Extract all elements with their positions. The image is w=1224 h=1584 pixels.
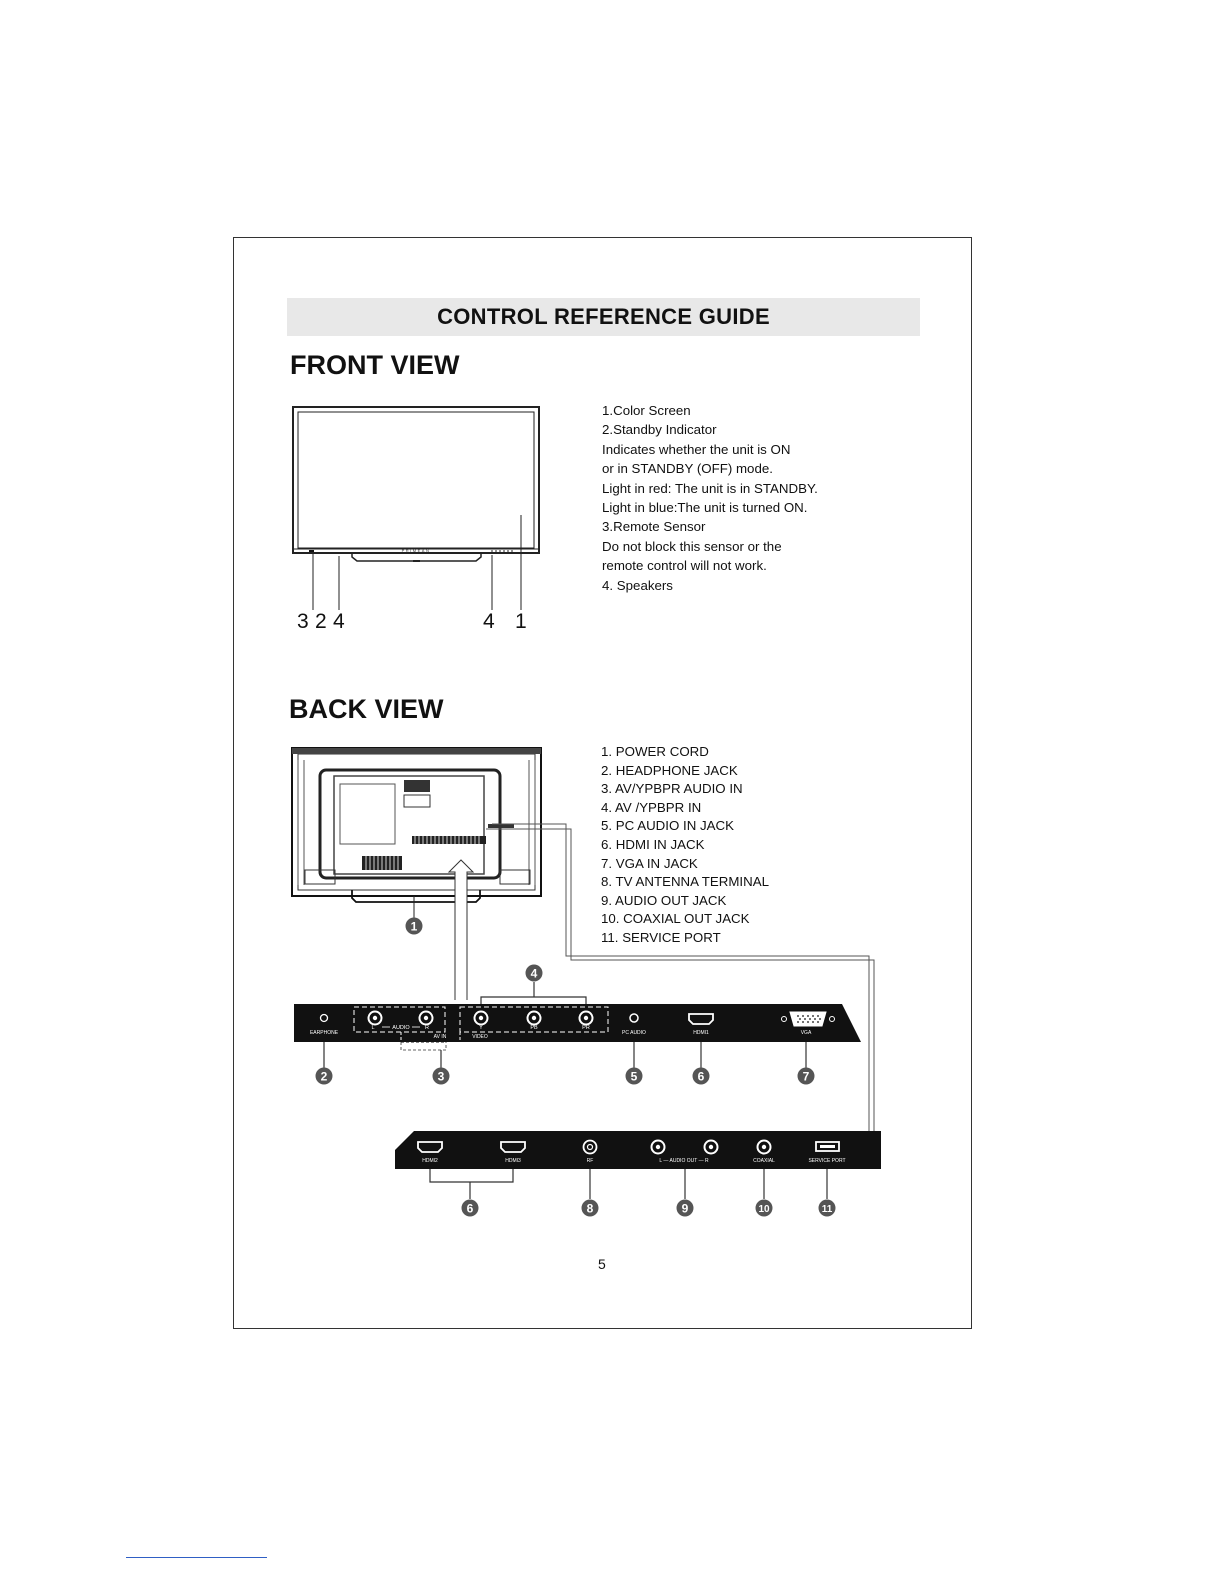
badge-6-hdmi1 xyxy=(693,1068,710,1085)
desc-line: 2.Standby Indicator xyxy=(602,422,717,438)
footer-link-underline xyxy=(126,1557,267,1558)
audio-out-label: L — AUDIO OUT — R xyxy=(659,1158,709,1164)
svg-text:1: 1 xyxy=(410,919,418,934)
rf-label: RF xyxy=(586,1158,594,1164)
pr-label: PR xyxy=(582,1025,590,1031)
badge-1 xyxy=(406,918,423,935)
callout-1: 1 xyxy=(515,610,527,633)
audio-l-label: L xyxy=(371,1025,375,1031)
desc-line: 7. VGA IN JACK xyxy=(601,855,698,871)
desc-line: Light in blue:The unit is turned ON. xyxy=(602,500,808,516)
svg-text:3: 3 xyxy=(437,1069,445,1084)
callout-4-left: 4 xyxy=(333,610,345,633)
tv-back xyxy=(292,748,541,902)
coaxial-label: COAXIAL xyxy=(753,1158,775,1164)
audio-label: AUDIO xyxy=(392,1025,410,1031)
svg-text:6: 6 xyxy=(697,1069,705,1084)
desc-line: 10. COAXIAL OUT JACK xyxy=(601,911,750,927)
pc-audio-label: PC AUDIO xyxy=(622,1030,646,1036)
badge-3 xyxy=(433,1068,450,1085)
svg-text:5: 5 xyxy=(630,1069,638,1084)
audio-r-label: R xyxy=(425,1025,429,1031)
desc-line: 1.Color Screen xyxy=(602,403,691,418)
desc-line: Do not block this sensor or the xyxy=(602,538,782,554)
svg-text:9: 9 xyxy=(681,1201,689,1216)
av-in-label: AV IN xyxy=(433,1034,447,1040)
desc-line: 4. Speakers xyxy=(602,577,673,593)
front-view-heading: FRONT VIEW xyxy=(290,350,460,380)
desc-line: 11. SERVICE PORT xyxy=(601,929,721,945)
vga-label: VGA xyxy=(800,1030,812,1036)
desc-line: Light in red: The unit is in STANDBY. xyxy=(602,480,818,496)
callout-3: 3 xyxy=(297,610,309,633)
desc-line: or in STANDBY (OFF) mode. xyxy=(602,461,773,477)
earphone-label: EARPHONE xyxy=(309,1030,339,1036)
hdmi3-label: HDMI3 xyxy=(505,1158,521,1164)
desc-line: 9. AUDIO OUT JACK xyxy=(601,892,727,908)
desc-line: remote control will not work. xyxy=(602,558,767,574)
back-view-heading: BACK VIEW xyxy=(289,694,444,724)
desc-line: 1. POWER CORD xyxy=(601,744,709,759)
svg-text:6: 6 xyxy=(466,1201,474,1216)
desc-line: 5. PC AUDIO IN JACK xyxy=(601,818,735,834)
service-port-label: SERVICE PORT xyxy=(808,1158,846,1164)
badge-5 xyxy=(626,1068,643,1085)
badge-11 xyxy=(819,1200,836,1217)
svg-text:7: 7 xyxy=(802,1069,810,1084)
page-number: 5 xyxy=(598,1256,606,1272)
badge-6-hdmi23 xyxy=(462,1200,479,1217)
desc-line: 3.Remote Sensor xyxy=(602,519,706,535)
badge-2 xyxy=(316,1068,333,1085)
hdmi1-label: HDMI1 xyxy=(693,1030,709,1036)
badge-9 xyxy=(677,1200,694,1217)
pb-label: PB xyxy=(530,1025,538,1031)
video-label: VIDEO xyxy=(472,1034,488,1040)
desc-line: 4. AV /YPBPR IN xyxy=(601,799,702,815)
badge-8 xyxy=(582,1200,599,1217)
badge-4 xyxy=(526,965,543,982)
callout-2: 2 xyxy=(315,610,327,633)
svg-text:8: 8 xyxy=(586,1201,594,1216)
desc-line: 3. AV/YPBPR AUDIO IN xyxy=(601,781,743,797)
svg-text:4: 4 xyxy=(530,966,538,981)
callout-4-right: 4 xyxy=(483,610,495,633)
svg-text:11: 11 xyxy=(821,1204,833,1215)
badge-10 xyxy=(756,1200,773,1217)
brand-logo: PRIMEAN xyxy=(401,548,431,553)
desc-line: 2. HEADPHONE JACK xyxy=(601,762,738,778)
page-title: CONTROL REFERENCE GUIDE xyxy=(287,298,920,336)
desc-line: 8. TV ANTENNA TERMINAL xyxy=(601,874,769,890)
badge-7 xyxy=(798,1068,815,1085)
hdmi2-label: HDMI2 xyxy=(422,1158,438,1164)
svg-text:10: 10 xyxy=(758,1204,770,1215)
desc-line: Indicates whether the unit is ON xyxy=(602,441,791,457)
y-label: Y xyxy=(479,1025,483,1031)
svg-text:2: 2 xyxy=(320,1069,328,1084)
desc-line: 6. HDMI IN JACK xyxy=(601,836,705,852)
